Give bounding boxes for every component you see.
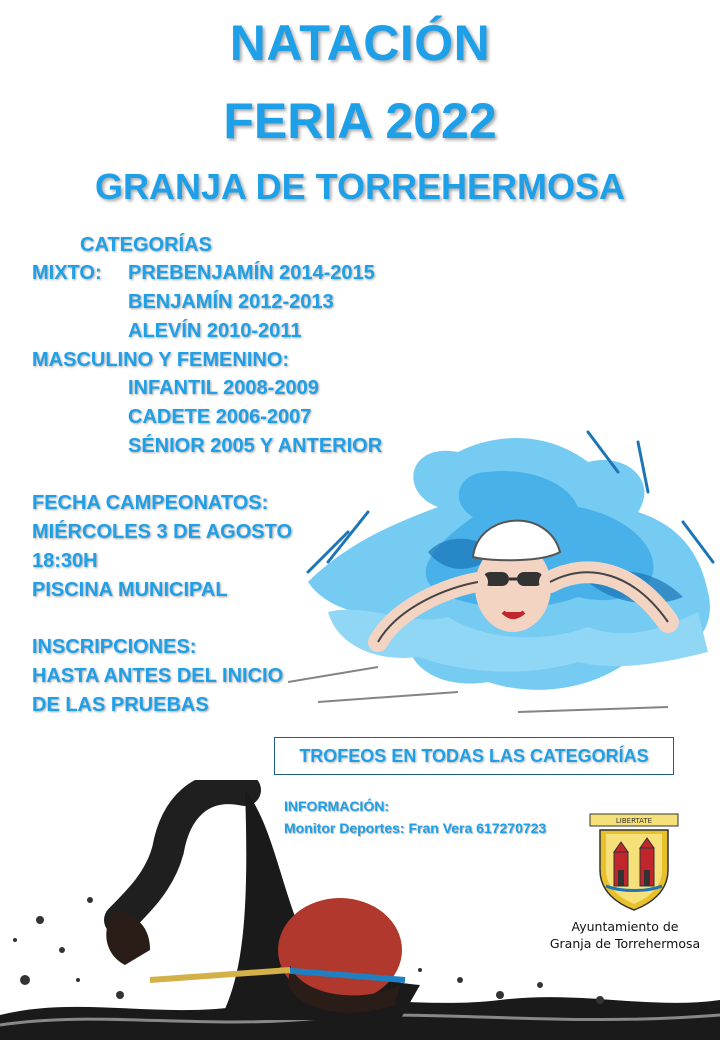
inscripciones-line: HASTA ANTES DEL INICIO [32,665,284,687]
swimmer-illustration [288,412,720,727]
mixto-label: MIXTO: [32,262,102,284]
trofeos-banner: TROFEOS EN TODAS LAS CATEGORÍAS [274,737,674,775]
crest-motto: LIBERTATE [615,817,653,825]
title-natacion: NATACIÓN [229,15,491,71]
informacion-label: INFORMACIÓN: [284,798,389,814]
fecha-label: FECHA CAMPEONATOS: [32,492,269,514]
categorias-heading: CATEGORÍAS [80,234,212,256]
mixto-item: ALEVÍN 2010-2011 [128,320,302,342]
mixto-item: PREBENJAMÍN 2014-2015 [128,262,375,284]
title-town: GRANJA DE TORREHERMOSA [94,166,626,207]
ayuntamiento-line2: Granja de Torrehermosa [549,936,701,951]
town-crest-icon [586,800,682,912]
mixto-item: BENJAMÍN 2012-2013 [128,291,334,313]
masc-item: SÉNIOR 2005 Y ANTERIOR [128,435,383,457]
title-feria: FERIA 2022 [223,93,497,149]
ayuntamiento-line1: Ayuntamiento de [571,919,679,934]
masc-item: INFANTIL 2008-2009 [128,377,319,399]
masc-item: CADETE 2006-2007 [128,406,312,428]
fecha-time: 18:30H [32,550,98,572]
inscripciones-label: INSCRIPCIONES: [32,636,197,658]
masculino-femenino-label: MASCULINO Y FEMENINO: [32,349,290,371]
informacion-contact: Monitor Deportes: Fran Vera 617270723 [284,820,547,836]
inscripciones-line: DE LAS PRUEBAS [32,694,209,716]
fecha-day: MIÉRCOLES 3 DE AGOSTO [32,521,293,543]
fecha-place: PISCINA MUNICIPAL [32,579,228,601]
